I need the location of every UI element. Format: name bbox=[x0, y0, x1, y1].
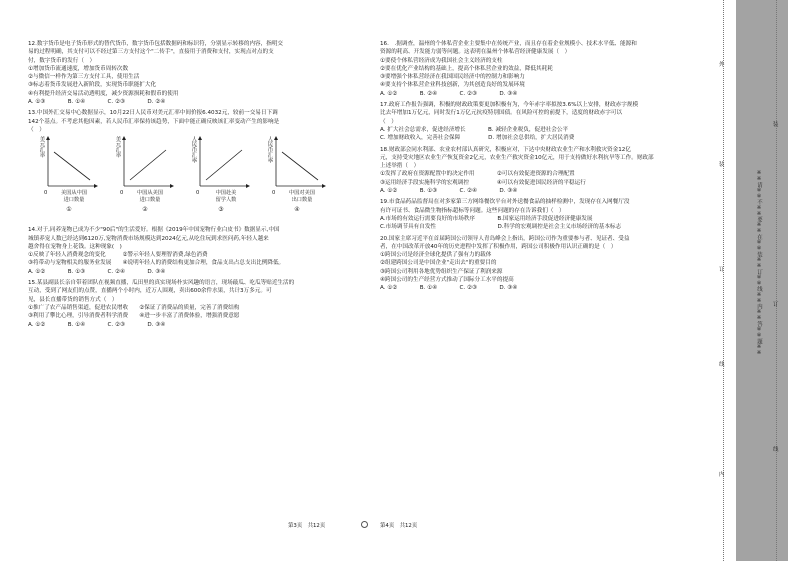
text-line: 者，在中国改革开放40年的历史进程中发挥了积极作用，跨国公司积极作用认识正确的是（ ） bbox=[380, 243, 617, 250]
graph-3 bbox=[190, 134, 252, 226]
binding-label: 装 bbox=[719, 162, 725, 168]
text-line: 见，县长直播带货的销售方式（ ） bbox=[28, 296, 118, 303]
text-line: ②与微信一样作为第三方支付工具，使用生活 bbox=[28, 74, 140, 81]
text-line: 16. .据调查，温州的个体私营企业主要集中在传统产业，而且存在着企业规模小、技术水平低、能源和 bbox=[380, 41, 637, 47]
answer-options: A. ①② B. ①③ C. ②④ D. ③④ bbox=[28, 268, 166, 275]
answer-options: A.市场的有效运行需要良好的市场秩序 B.国家运用经济手段促进经济健康发展 bbox=[380, 215, 593, 222]
graph-4 bbox=[266, 134, 328, 226]
binding-margin bbox=[712, 0, 794, 561]
text-line: ①推广了农产品销售渠道，促进农民增收 ②保证了消费品的质量，完善了消费结构 bbox=[28, 304, 240, 311]
y-axis-label: 美元汇率 bbox=[114, 136, 121, 158]
answer-options: A. ①③ B. ①④ C. ②③ D. ②④ bbox=[28, 99, 166, 106]
text-line: ②要在优化产业结构的基础上，提高个体私营企业的效益，降低其耗耗 bbox=[380, 65, 553, 72]
text-line: ①跨国公司是经济全球化提供了强有力的载体 bbox=[380, 252, 492, 259]
answer-options: A. 扩大社会总需求，促进经济增长 B. 减轻企业税负，促进社会公平 bbox=[380, 126, 569, 133]
text-line: ④有利提升经济交易活动透明度，减少资源损耗和假币的使用 bbox=[28, 90, 179, 97]
origin-label: 0 bbox=[120, 190, 124, 197]
exchange-rate-graphs bbox=[28, 134, 366, 226]
text-line: 上述举措（ ） bbox=[380, 163, 420, 170]
text-line: 18.财政部会同水利部、农业农村部认真研究，积极应对，下达中央财政农业生产和水利救灾资金12亿 bbox=[380, 146, 631, 153]
text-line: 20.国家主席习近平在首届跨国公司领导人青岛峰会上指出，跨国公司作为重要参与者、见证者、受益 bbox=[380, 235, 630, 242]
graph-2 bbox=[114, 134, 176, 226]
text-line: ①反映了年轻人消费观念的变化 ②警示年轻人要理智消费,绿色消费 bbox=[28, 252, 208, 259]
origin-label: 0 bbox=[196, 190, 200, 197]
text-line: ④跨国公司的生产经营方式推动了国际分工水平的提高 bbox=[380, 277, 514, 284]
text-line: 19.市食品药品监督局在对多家第三方网络餐饮平台对外送餐食品的抽样检测中，发现存在入网餐厅没 bbox=[380, 199, 630, 206]
graph-number: ① bbox=[66, 206, 72, 214]
graph-number: ④ bbox=[294, 206, 300, 214]
inner-binding-line bbox=[776, 0, 777, 561]
binding-label: 订 bbox=[773, 302, 779, 308]
binding-notice: ※※请※※不※※要※※在※※装※※订※※线※※内※※答※※题※※ bbox=[756, 170, 762, 356]
text-line: （ ） bbox=[380, 118, 397, 125]
trend-line bbox=[130, 150, 166, 180]
question-block-14-15 bbox=[28, 226, 366, 329]
text-line: ③运用经济手段实施科学的宏观调控 ④可以有效促进国民经济的平稳运行 bbox=[380, 179, 586, 186]
text-line: ③要增强个体私营经济在我国国民经济中的控制力和影响力 bbox=[380, 74, 525, 81]
text-line: 比去年增加1万亿元，同时发行1万亿元抗疫特别国债。在风险可控的前提下，适度的财政赤字可以 bbox=[380, 110, 623, 117]
binding-label: 订 bbox=[719, 267, 725, 273]
x-axis-label: 中国赴美 留学人数 bbox=[215, 190, 237, 204]
center-hole-mark bbox=[361, 521, 368, 528]
graph-number: ② bbox=[142, 206, 148, 214]
origin-label: 0 bbox=[44, 190, 48, 197]
y-axis-label: 人民币汇率 bbox=[190, 136, 197, 164]
x-axis-label: 中国从美国 进口数量 bbox=[137, 190, 163, 204]
page-number-right: 第4页 共12页 bbox=[380, 523, 418, 529]
left-column bbox=[28, 40, 366, 329]
answer-options: C. 增加财政收入，完善社会保障 D. 增加社会总供给，扩大居民消费 bbox=[380, 135, 575, 142]
text-line: （ ） bbox=[28, 126, 45, 133]
text-line: 12.数字货币是电子货币形式的替代货币，数字货币包括数据码和标识符，分别显示转移的内容，指明交 bbox=[28, 41, 284, 47]
origin-label: 0 bbox=[272, 190, 276, 197]
answer-options: C.市场调节具有自发性 D.科学的宏观调控是社会主义市场经济的基本标志 bbox=[380, 224, 622, 231]
right-column bbox=[380, 40, 700, 293]
graph-1 bbox=[38, 134, 100, 226]
text-line: ③跨国公司利用各地优势组织生产保证了利润来源 bbox=[380, 268, 503, 275]
answer-options: A. ①② B. ①④ C. ②③ D. ③④ bbox=[380, 285, 518, 292]
text-line: 13.中国外汇交易中心数据显示，10月22日人民币对美元汇率中间价报6.4032元，较前一交易日下调 bbox=[28, 110, 278, 117]
text-line: ③利用了攀比心理，引导消费者科学消费 ④进一步丰富了消费体验，增强消费意愿 bbox=[28, 313, 240, 320]
text-line: 城镇养宠人数已经达到6120万,宠物消费市场规模达到2024亿元,从吃住玩到求医问药,年轻人越来 bbox=[28, 235, 269, 242]
text-line: ①增加货币流通速度，增加货币周转次数 bbox=[28, 65, 129, 72]
y-axis-label: 美元汇率 bbox=[38, 136, 45, 158]
text-line: ②组建跨国公司是中国企业"走出去"的重要目的 bbox=[380, 260, 497, 267]
answer-options: A. ①② B. ②④ C. ②③ D. ③④ bbox=[380, 90, 518, 97]
x-axis-label: 美国从中国 进口数量 bbox=[61, 190, 87, 204]
text-line: 互动，受到了网友们的点赞，直播两个小时内，近万人围观，卖出600余件水果，共计3万多元。可 bbox=[28, 288, 272, 295]
trend-line bbox=[206, 150, 242, 180]
graph-number: ③ bbox=[218, 206, 224, 214]
text-line: 越舍得在宠物身上花钱。这种现象( ) bbox=[28, 243, 122, 250]
answer-options: A. ①② B. ①④ C. ②③ D. ③④ bbox=[28, 321, 166, 328]
text-line: ③标志着货币发展进入新阶段，实现货币职能扩大化 bbox=[28, 82, 157, 89]
x-axis-label: 中国对美国 出口数量 bbox=[289, 190, 315, 204]
text-line: 资源的耗高、开发能力弱等问题。这表明在温州个体私营经济健康发展（ ） bbox=[380, 49, 571, 56]
text-line: 17.政府工作报告强调，积极的财政政策要更加积极有为，今年赤字率拟按3.6%以上安排，财政赤字规模 bbox=[380, 102, 639, 109]
trend-line bbox=[54, 152, 90, 180]
binding-label: 线 bbox=[719, 362, 725, 368]
text-line: 14.对于,同养宠物已成为不少"90后"的生活爱好。根据《2019年中国宠物行业白皮书》数据显示,中国 bbox=[28, 227, 280, 234]
text-line: 15.某县副县长亲自带着团队在视频直播，瓜田里的真实现场朴实风趣的语言，现场敲瓜、吃瓜等贴近生活的 bbox=[28, 280, 295, 287]
binding-label: 线 bbox=[773, 447, 779, 453]
text-line: ①要使个体私营经济成为我国社会主义经济的支柱 bbox=[380, 57, 503, 64]
page-number-left: 第3页 共12页 bbox=[288, 523, 326, 529]
text-line: ③将带动与宠物相关的服务业发展 ④说明年轻人的消费结构更加合理，食品支出占总支出比例降低。 bbox=[28, 260, 285, 267]
text-line: 元，支持受灾地区农业生产恢复资金2亿元，农业生产救灾资金10亿元，用于支持做好水利抗旱等工作。财政部 bbox=[380, 154, 654, 161]
answer-options: A. ①② B. ①③ C. ②④ D. ③④ bbox=[380, 188, 518, 195]
text-line: 易的过程明确，其支付可以不经过第三方支付这个"二传手"，直接用于消费和支付，实现点对点的支 bbox=[28, 49, 274, 56]
binding-label: 外 bbox=[719, 62, 725, 68]
binding-label: 装 bbox=[773, 122, 779, 128]
text-line: ①发挥了政府在资源配置中的决定作用 ②可以有效促进资源的合理配置 bbox=[380, 171, 575, 178]
text-line: ④要支持个体私营企业科技创新，为其创造良好的发展环境 bbox=[380, 82, 525, 89]
text-line: 有许可证书、食品微生物指标超标等问题。这些问题的存在告诉我们（ ） bbox=[380, 207, 565, 214]
question-block-12-13 bbox=[28, 40, 366, 134]
text-line: 142个基点。不考虑其他因素，若人民币汇率保持该趋势，下面中能正确反映该汇率变动产生的影响是 bbox=[28, 118, 280, 125]
text-line: 付，数字货币的发行（ ） bbox=[28, 57, 96, 64]
binding-label: 内 bbox=[719, 472, 725, 478]
y-axis-label: 人民币汇率 bbox=[266, 136, 273, 164]
trend-line bbox=[282, 152, 318, 180]
